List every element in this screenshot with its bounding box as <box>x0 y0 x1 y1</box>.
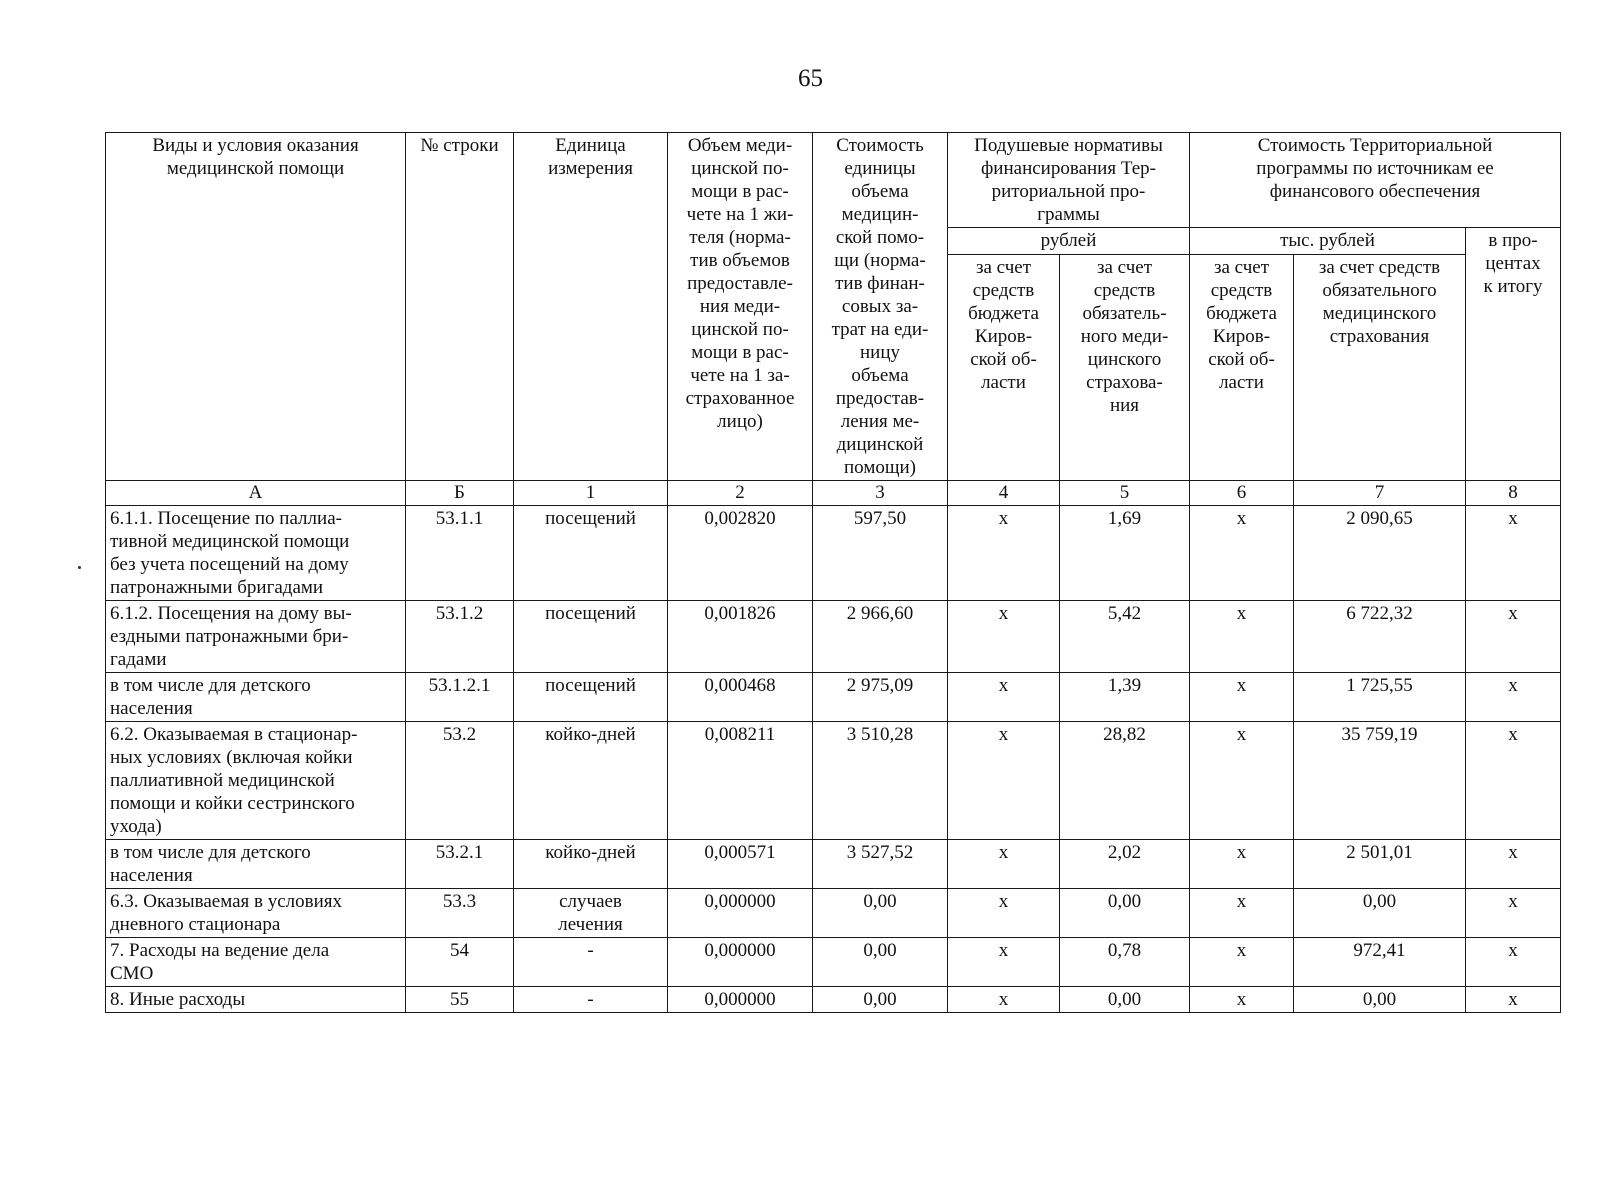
row-unit-cost: 3 527,52 <box>813 840 948 889</box>
table-row <box>106 889 1561 938</box>
row-unit: посещений <box>514 601 668 673</box>
row-volume: 0,000571 <box>668 840 813 889</box>
row-unit: койко-дней <box>514 840 668 889</box>
row-cost-budget: х <box>1190 840 1294 889</box>
row-percapita-oms: 0,00 <box>1060 889 1190 938</box>
row-name: 8. Иные расходы <box>106 987 406 1013</box>
header-col-5: за счет средств обязатель- ного меди- цинского страхова- ния <box>1060 255 1190 481</box>
row-unit-cost: 0,00 <box>813 889 948 938</box>
row-percapita-oms: 0,78 <box>1060 938 1190 987</box>
table-row <box>106 673 1561 722</box>
row-name: 6.1.2. Посещения на дому вы- ездными патронажными бри- гадами <box>106 601 406 673</box>
row-percapita-budget: х <box>948 938 1060 987</box>
column-number: 3 <box>813 481 948 506</box>
column-number: А <box>106 481 406 506</box>
row-percapita-budget: х <box>948 673 1060 722</box>
row-volume: 0,000468 <box>668 673 813 722</box>
row-name: в том числе для детского населения <box>106 840 406 889</box>
row-percent: х <box>1466 673 1561 722</box>
header-col-8: в про- центах к итогу <box>1466 228 1561 481</box>
row-percent: х <box>1466 889 1561 938</box>
scan-speck <box>78 566 81 569</box>
row-volume: 0,000000 <box>668 938 813 987</box>
row-unit-cost: 3 510,28 <box>813 722 948 840</box>
row-percent: х <box>1466 938 1561 987</box>
row-line-number: 53.3 <box>406 889 514 938</box>
header-col-a: Виды и условия оказания медицинской помощи <box>106 133 406 481</box>
header-col-4: за счет средств бюджета Киров- ской об- ласти <box>948 255 1060 481</box>
row-volume: 0,000000 <box>668 987 813 1013</box>
row-cost-budget: х <box>1190 506 1294 601</box>
row-percent: х <box>1466 601 1561 673</box>
table-header <box>106 133 1561 506</box>
header-col-3: Стоимость единицы объема медицин- ской помо- щи (норма- тив финан- совых за- трат на еди- ницу объема предостав- ления ме- дицинской помощи) <box>813 133 948 481</box>
row-percent: х <box>1466 987 1561 1013</box>
table-row <box>106 506 1561 601</box>
row-cost-budget: х <box>1190 938 1294 987</box>
row-cost-oms: 35 759,19 <box>1294 722 1466 840</box>
row-line-number: 53.2 <box>406 722 514 840</box>
header-col-2: Объем меди- цинской по- мощи в рас- чете на 1 жи- теля (норма- тив объемов предоставле- ния меди- цинской по- мощи в рас- чете на 1 за- страхованное лицо) <box>668 133 813 481</box>
column-number: Б <box>406 481 514 506</box>
header-col-1: Единица измерения <box>514 133 668 481</box>
row-unit-cost: 0,00 <box>813 987 948 1013</box>
row-percapita-oms: 0,00 <box>1060 987 1190 1013</box>
header-group-cost: Стоимость Территориальной программы по источникам ее финансового обеспечения <box>1190 133 1561 228</box>
header-unit-rub: рублей <box>948 228 1190 255</box>
header-group-percapita: Подушевые нормативы финансирования Тер- риториальной про- граммы <box>948 133 1190 228</box>
row-percent: х <box>1466 506 1561 601</box>
row-name: в том числе для детского населения <box>106 673 406 722</box>
row-cost-oms: 2 090,65 <box>1294 506 1466 601</box>
table-body <box>106 506 1561 1013</box>
row-line-number: 54 <box>406 938 514 987</box>
row-line-number: 55 <box>406 987 514 1013</box>
row-line-number: 53.1.2 <box>406 601 514 673</box>
row-cost-budget: х <box>1190 889 1294 938</box>
header-col-7: за счет средств обязательного медицинского страхования <box>1294 255 1466 481</box>
row-cost-oms: 0,00 <box>1294 987 1466 1013</box>
table-row <box>106 938 1561 987</box>
column-number-row <box>106 481 1561 506</box>
row-unit: - <box>514 987 668 1013</box>
column-number: 7 <box>1294 481 1466 506</box>
row-volume: 0,001826 <box>668 601 813 673</box>
row-volume: 0,000000 <box>668 889 813 938</box>
row-cost-oms: 1 725,55 <box>1294 673 1466 722</box>
row-percapita-budget: х <box>948 506 1060 601</box>
table-row <box>106 722 1561 840</box>
row-cost-budget: х <box>1190 987 1294 1013</box>
row-unit: посещений <box>514 506 668 601</box>
row-percapita-budget: х <box>948 601 1060 673</box>
row-cost-oms: 2 501,01 <box>1294 840 1466 889</box>
row-cost-budget: х <box>1190 673 1294 722</box>
row-cost-oms: 972,41 <box>1294 938 1466 987</box>
row-unit-cost: 2 975,09 <box>813 673 948 722</box>
column-number: 1 <box>514 481 668 506</box>
column-number: 8 <box>1466 481 1561 506</box>
row-unit: койко-дней <box>514 722 668 840</box>
row-percapita-oms: 2,02 <box>1060 840 1190 889</box>
row-line-number: 53.1.1 <box>406 506 514 601</box>
column-number: 2 <box>668 481 813 506</box>
row-unit-cost: 2 966,60 <box>813 601 948 673</box>
table-row <box>106 601 1561 673</box>
row-cost-oms: 0,00 <box>1294 889 1466 938</box>
table-row <box>106 987 1561 1013</box>
row-name: 7. Расходы на ведение дела СМО <box>106 938 406 987</box>
page-number: 65 <box>798 65 823 92</box>
header-col-b: № строки <box>406 133 514 481</box>
row-percapita-oms: 5,42 <box>1060 601 1190 673</box>
row-percapita-oms: 28,82 <box>1060 722 1190 840</box>
header-unit-thousand-rub: тыс. рублей <box>1190 228 1466 255</box>
row-volume: 0,002820 <box>668 506 813 601</box>
row-unit: - <box>514 938 668 987</box>
row-unit-cost: 597,50 <box>813 506 948 601</box>
row-cost-budget: х <box>1190 601 1294 673</box>
row-cost-oms: 6 722,32 <box>1294 601 1466 673</box>
column-number: 5 <box>1060 481 1190 506</box>
row-percapita-oms: 1,69 <box>1060 506 1190 601</box>
row-percapita-budget: х <box>948 722 1060 840</box>
row-line-number: 53.1.2.1 <box>406 673 514 722</box>
row-percent: х <box>1466 722 1561 840</box>
row-percapita-budget: х <box>948 987 1060 1013</box>
column-number: 4 <box>948 481 1060 506</box>
row-percapita-oms: 1,39 <box>1060 673 1190 722</box>
row-percapita-budget: х <box>948 889 1060 938</box>
row-cost-budget: х <box>1190 722 1294 840</box>
header-col-6: за счет средств бюджета Киров- ской об- ласти <box>1190 255 1294 481</box>
row-volume: 0,008211 <box>668 722 813 840</box>
row-name: 6.1.1. Посещение по паллиа- тивной медицинской помощи без учета посещений на дому патронажными бригадами <box>106 506 406 601</box>
row-name: 6.3. Оказываемая в условиях дневного стационара <box>106 889 406 938</box>
table-row <box>106 840 1561 889</box>
row-unit: случаев лечения <box>514 889 668 938</box>
row-name: 6.2. Оказываемая в стационар- ных условиях (включая койки паллиативной медицинской помощи и койки сестринского ухода) <box>106 722 406 840</box>
row-percent: х <box>1466 840 1561 889</box>
financing-table <box>105 132 1561 1013</box>
row-unit-cost: 0,00 <box>813 938 948 987</box>
row-line-number: 53.2.1 <box>406 840 514 889</box>
row-unit: посещений <box>514 673 668 722</box>
column-number: 6 <box>1190 481 1294 506</box>
row-percapita-budget: х <box>948 840 1060 889</box>
